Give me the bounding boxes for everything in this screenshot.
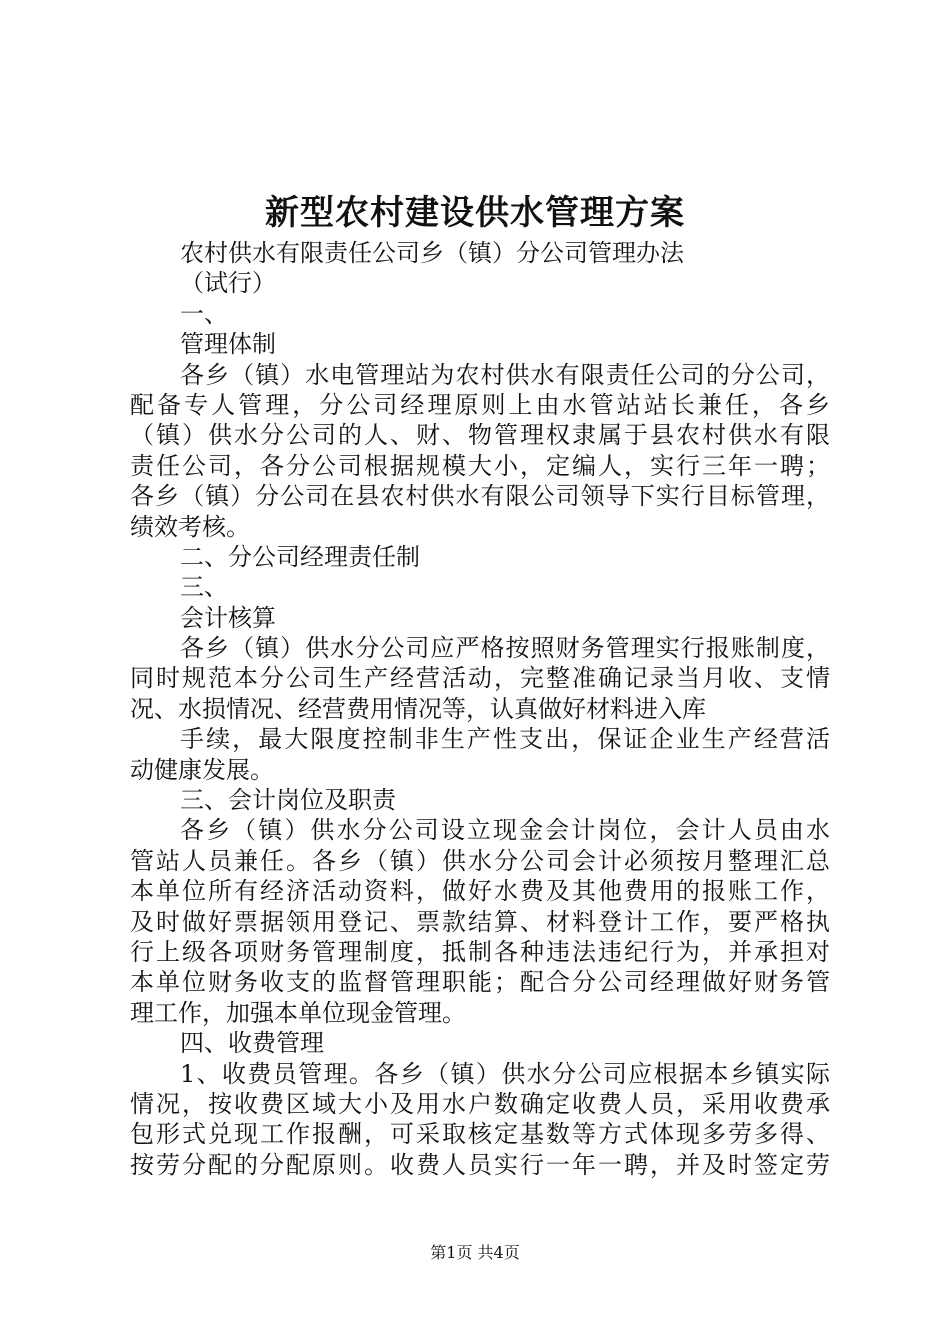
text-line: 1、收费员管理。各乡（镇）供水分公司应根据本乡镇实际 bbox=[180, 1059, 830, 1088]
text-line: 三、 bbox=[180, 573, 228, 602]
text-line: 配备专人管理，分公司经理原则上由水管站站长兼任，各乡 bbox=[130, 390, 830, 419]
document-body bbox=[130, 238, 830, 1180]
text-line: 三、会计岗位及职责 bbox=[180, 786, 396, 815]
text-line: 手续，最大限度控制非生产性支出，保证企业生产经营活 bbox=[180, 725, 830, 754]
text-line: 及时做好票据领用登记、票款结算、材料登计工作，要严格执 bbox=[130, 907, 830, 936]
text-line: 管站人员兼任。各乡（镇）供水分公司会计必须按月整理汇总 bbox=[130, 846, 830, 875]
text-line: 本单位财务收支的监督管理职能；配合分公司经理做好财务管 bbox=[130, 968, 830, 997]
text-line: 各乡（镇）水电管理站为农村供水有限责任公司的分公司， bbox=[180, 360, 830, 389]
text-line: 各乡（镇）供水分公司设立现金会计岗位，会计人员由水 bbox=[180, 816, 830, 845]
text-line: 各乡（镇）分公司在县农村供水有限公司领导下实行目标管理， bbox=[130, 482, 830, 511]
text-line: 会计核算 bbox=[180, 603, 276, 632]
text-line: 农村供水有限责任公司乡（镇）分公司管理办法 bbox=[180, 239, 684, 267]
text-line: 理工作，加强本单位现金管理。 bbox=[130, 998, 466, 1027]
text-line: 管理体制 bbox=[180, 330, 276, 359]
text-line: 况、水损情况、经营费用情况等，认真做好材料进入库 bbox=[130, 694, 706, 723]
text-line: 二、分公司经理责任制 bbox=[180, 542, 420, 571]
text-line: 动健康发展。 bbox=[130, 755, 274, 784]
page-footer: 第1页 共4页 bbox=[430, 1243, 520, 1262]
text-line: 本单位所有经济活动资料，做好水费及其他费用的报账工作， bbox=[130, 877, 830, 906]
text-line: 行上级各项财务管理制度，抵制各种违法违纪行为，并承担对 bbox=[130, 937, 830, 966]
text-line: 包形式兑现工作报酬，可采取核定基数等方式体现多劳多得、 bbox=[130, 1120, 830, 1149]
document-title: 新型农村建设供水管理方案 bbox=[265, 193, 685, 233]
text-line: （试行） bbox=[180, 269, 276, 298]
text-line: 绩效考核。 bbox=[130, 512, 250, 541]
text-line: （镇）供水分公司的人、财、物管理权隶属于县农村供水有限 bbox=[130, 421, 830, 450]
text-line: 按劳分配的分配原则。收费人员实行一年一聘，并及时签定劳 bbox=[130, 1150, 830, 1179]
text-line: 责任公司，各分公司根据规模大小，定编人，实行三年一聘； bbox=[130, 451, 830, 480]
text-line: 同时规范本分公司生产经营活动，完整准确记录当月收、支情 bbox=[130, 664, 830, 693]
text-line: 一、 bbox=[180, 299, 228, 328]
text-line: 情况，按收费区域大小及用水户数确定收费人员，采用收费承 bbox=[130, 1089, 830, 1118]
text-line: 四、收费管理 bbox=[180, 1029, 324, 1058]
text-line: 各乡（镇）供水分公司应严格按照财务管理实行报账制度， bbox=[180, 634, 830, 663]
